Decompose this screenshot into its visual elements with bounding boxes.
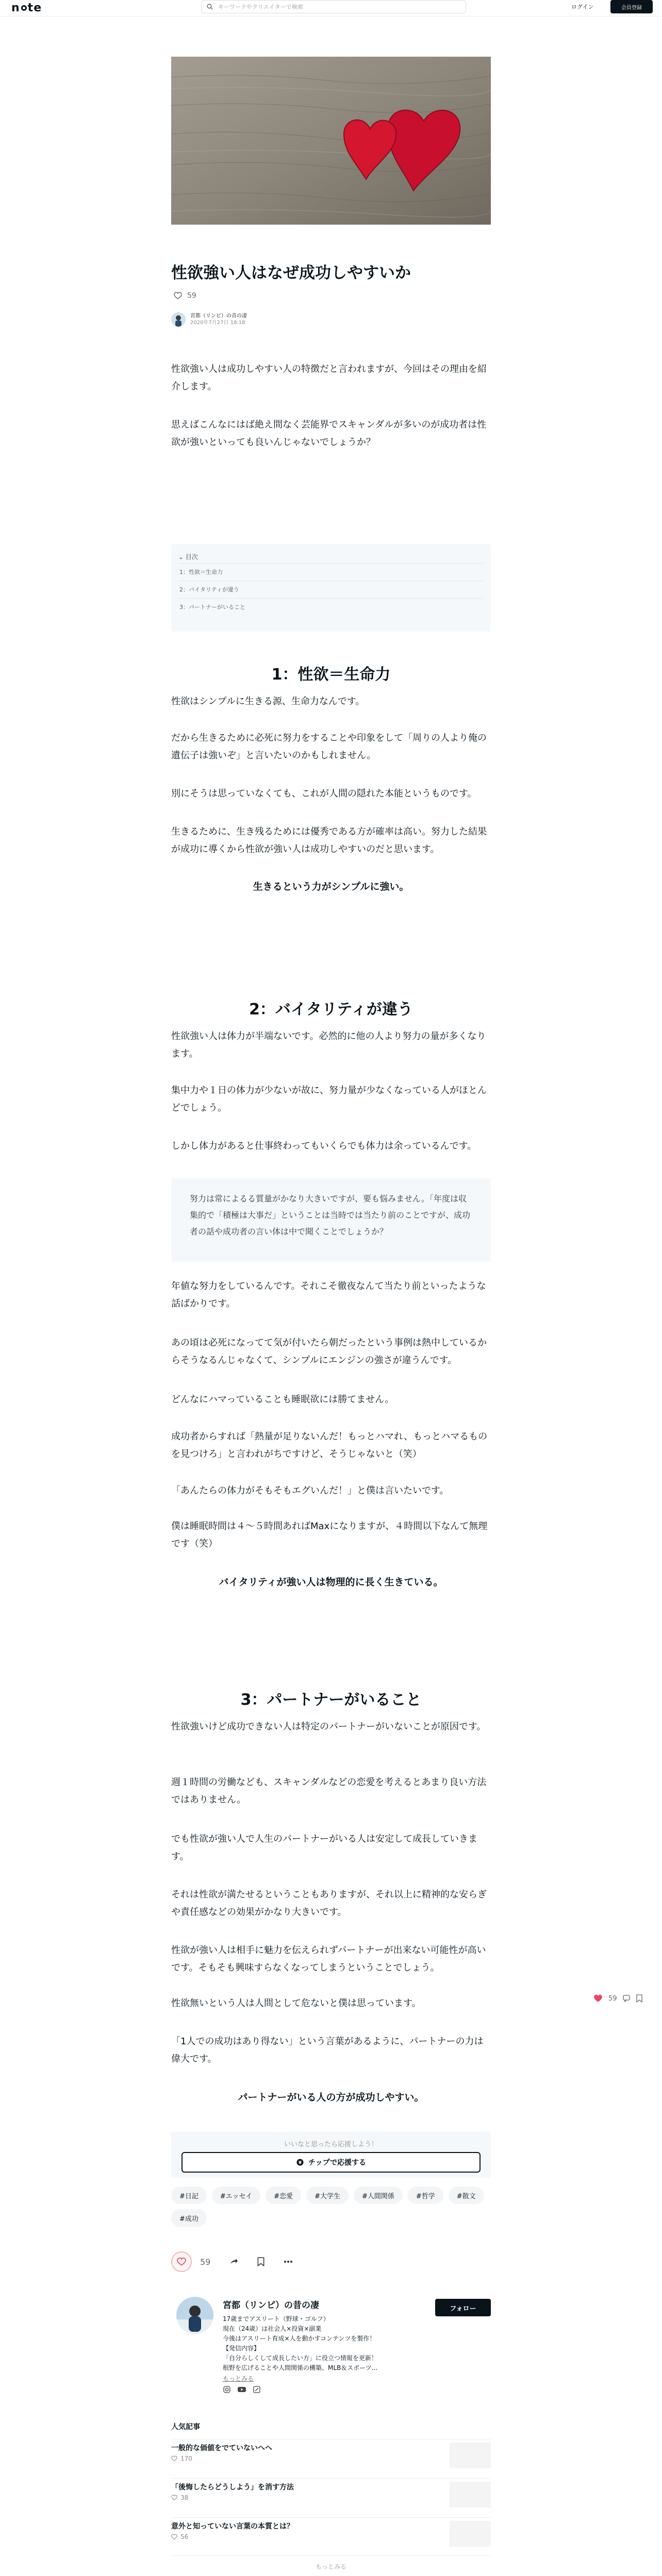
signup-button[interactable]: 会員登録: [610, 0, 653, 13]
note-logo[interactable]: n te: [11, 1, 42, 14]
tag-chip[interactable]: #大学生: [306, 2187, 349, 2204]
body-paragraph: 性欲が強い人は相手に魅力を伝えられずパートナーが出来ない可能性が高いです。そもそも興味すらなくなってしまうということでしょう。: [171, 1945, 486, 1973]
tip-box: [171, 2131, 491, 2178]
author-meta: [190, 313, 247, 326]
article-title: 性欲強い人はなぜ成功しやすいか: [171, 264, 411, 282]
coin-icon: [296, 2158, 304, 2166]
tag-chip[interactable]: #哲学: [408, 2187, 443, 2204]
popular-item[interactable]: [171, 2439, 491, 2470]
tag-chip[interactable]: #散文: [449, 2187, 484, 2204]
heart-outline-icon: [177, 2257, 186, 2266]
popular-item-likes: [171, 2533, 188, 2540]
share-icon[interactable]: [229, 2257, 238, 2266]
bio-line: 現在（24歳）は社会人×投資×副業: [223, 2325, 322, 2332]
popular-item-title: 「後悔したらどうしよう」を消す方法: [171, 2483, 294, 2492]
body-paragraph: 性欲はシンプルに生きる源、生命力なんです。: [171, 696, 365, 707]
body-paragraph: それは性欲が満たせるということもありますが、それ以上に精神的な安らぎや責任感などの効果がかなり大きいです。: [171, 1889, 487, 1918]
search-icon: [207, 4, 213, 10]
article-author[interactable]: [171, 312, 247, 327]
section-conclusion: パートナーがいる人の方が成功しやすい。: [238, 2092, 424, 2103]
toc-title[interactable]: [178, 552, 484, 564]
tag-chip[interactable]: #エッセイ: [212, 2187, 260, 2204]
intro-paragraph: 思えばこんなにはば絶え間なく芸能界でスキャンダルが多いのが成功者は性欲が強いといっても良いんじゃないでしょうか？: [171, 419, 487, 448]
body-paragraph: しかし体力があると仕事終わってもいくらでも体力は余っているんです。: [171, 1141, 477, 1151]
body-paragraph: 性欲強い人は体力が半端ないです。必然的に他の人より努力の量が多くなります。: [171, 1031, 486, 1059]
popular-like-count: 56: [180, 2533, 189, 2540]
bio-line: 根野を広げることや人間関係の構築、MLB＆スポーツ...: [223, 2364, 378, 2371]
body-paragraph: どんなにハマっていることも睡眠欲には勝てません。: [171, 1394, 394, 1405]
heart-outline-icon[interactable]: [174, 292, 182, 300]
section-conclusion: 生きるという力がシンプルに強い。: [253, 881, 409, 892]
section-heading: 1：性欲＝生命力: [271, 666, 391, 684]
publish-date: 2020年7月27日 18:18: [190, 320, 245, 326]
section-conclusion: バイタリティが強い人は物理的に長く生きている。: [219, 1577, 443, 1588]
heart-outline-icon: [171, 2495, 177, 2501]
floating-like-count: 59: [608, 1994, 617, 2003]
popular-item-title: 意外と知っていない言葉の本質とは？: [171, 2522, 294, 2531]
popular-like-count: 38: [180, 2494, 189, 2501]
popular-thumbnail: [450, 2443, 491, 2468]
body-paragraph: 年値な努力をしているんです。それこそ徹夜なんて当たり前といったような話ばかりです。: [171, 1281, 486, 1309]
bookmark-icon[interactable]: [636, 1994, 643, 2003]
like-count: 59: [200, 2257, 211, 2267]
heart-outline-icon: [171, 2534, 177, 2540]
hero-image: [171, 57, 491, 225]
action-row: [171, 2251, 491, 2272]
author-avatar[interactable]: [171, 312, 186, 327]
intro-paragraph: 性欲強い人は成功しやすい人の特徴だと言われますが、今回はその理由を紹介します。: [171, 364, 487, 392]
author-more-link[interactable]: もっとみる: [223, 2375, 254, 2382]
author-card-bio: [223, 2314, 470, 2373]
tip-button[interactable]: [181, 2152, 481, 2173]
toc-item[interactable]: 3：パートナーがいること: [179, 604, 245, 611]
bookmark-icon[interactable]: [257, 2257, 265, 2266]
author-card-name[interactable]: 宮都（リンピ）の昔の凄: [223, 2300, 319, 2311]
author-card-avatar[interactable]: [176, 2297, 213, 2334]
body-paragraph: 生きるために、生き残るためには優秀である方が確率は高い。努力した結果が成功に導くから性欲が強い人は成功しやすいのだと思います。: [171, 826, 487, 855]
follow-button[interactable]: フォロー: [435, 2299, 491, 2316]
tip-caption: いいなと思ったら応援しよう！: [284, 2141, 378, 2148]
popular-thumbnail: [450, 2482, 491, 2507]
body-paragraph: でも性欲が強い人で人生のパートナーがいる人は安定して成長していきます。: [171, 1834, 477, 1862]
author-social-links: [223, 2385, 261, 2394]
svg-text:¥: ¥: [298, 2160, 302, 2166]
tag-chip[interactable]: #成功: [171, 2209, 207, 2227]
body-paragraph: 週１時間の労働なども、スキャンダルなどの恋愛を考えるとあまり良い方法ではありません。: [171, 1777, 487, 1805]
youtube-icon[interactable]: [237, 2385, 246, 2394]
top-like-count: 59: [187, 292, 196, 300]
bio-line: 今後はアスリート育成×人を動かすコンテンツを製作！: [223, 2335, 376, 2342]
body-paragraph: 性欲強いけど成功できない人は特定のパートナーがいないことが原因です。: [171, 1721, 486, 1732]
body-paragraph: 「あんたらの体力がそもそもエグいんだ！」と僕は言いたいです。: [171, 1485, 449, 1496]
popular-like-count: 170: [180, 2455, 192, 2462]
table-of-contents: [171, 544, 491, 632]
popular-item-likes: [171, 2494, 188, 2501]
like-button[interactable]: [171, 2251, 192, 2272]
body-paragraph: 集中力や１日の体力が少ないが故に、努力量が少なくなっている人がほとんどでしょう。: [171, 1085, 487, 1113]
body-paragraph: 別にそうは思っていなくても、これが人間の隠れた本能というものです。: [171, 788, 477, 799]
body-paragraph: 僕は睡眠時間は４～５時間あればMaxになりますが、４時間以下なんて無理です（笑）: [171, 1521, 488, 1549]
toc-item[interactable]: 2：バイタリティが違う: [178, 581, 484, 599]
quote-block: 努力は常によるる質量がかなり大きいですが、要も悩みません。「年度は収集的で「積極は大事だ」ということは当時では当たり前のことですが、成功者の話や成功者の言い体は中で聞くことでしょうか？: [171, 1178, 491, 1262]
top-like-row[interactable]: [174, 292, 196, 300]
tag-chip[interactable]: #人間関係: [354, 2187, 403, 2204]
search-input[interactable]: [218, 4, 435, 10]
section-heading: 2：バイタリティが違う: [249, 1001, 413, 1019]
popular-item[interactable]: [171, 2517, 491, 2548]
section-heading: 3：パートナーがいること: [240, 1691, 422, 1709]
tag-chip[interactable]: #恋愛: [266, 2187, 301, 2204]
see-more-button[interactable]: もっとみる: [171, 2555, 491, 2576]
body-paragraph: 「1人での成功はあり得ない」という言葉があるように、パートナーの力は偉大です。: [171, 2036, 484, 2064]
bio-line: 17歳までアスリート（野球・ゴルフ）: [223, 2315, 329, 2323]
body-paragraph: あの頃は必死になってて気が付いたら朝だったという事例は熱中しているからそうなるんじゃなくて、シンプルにエンジンの強さが違うんです。: [171, 1337, 487, 1366]
heart-outline-icon: [171, 2455, 177, 2462]
popular-item-likes: [171, 2455, 192, 2462]
hero-illustration: [171, 57, 491, 225]
site-header: [0, 0, 662, 16]
body-paragraph: だから生きるために必死に努力をすることや印象をして「周りの人より俺の遺伝子は強いぞ」と言いたいのかもしれません。: [171, 733, 487, 761]
link-icon[interactable]: [253, 2385, 261, 2394]
bio-line: 「自分らしくして成長したい方」に役立つ情報を更新！: [223, 2354, 378, 2362]
toc-item[interactable]: 1：性欲＝生命力: [178, 564, 484, 581]
comment-icon[interactable]: [622, 1994, 631, 2003]
body-paragraph: 性欲無いという人は人間として危ないと僕は思っています。: [171, 1998, 421, 2009]
tag-chip[interactable]: #日記: [171, 2187, 207, 2204]
tag-list: [171, 2187, 491, 2227]
login-button[interactable]: ログイン: [571, 4, 594, 10]
popular-item[interactable]: [171, 2478, 491, 2509]
search-box[interactable]: [201, 0, 466, 13]
bio-line: 【発信内容】: [223, 2345, 260, 2352]
popular-item-title: 一般的な価値をでていないへへ: [171, 2444, 272, 2452]
popular-label: 人気記事: [171, 2423, 200, 2431]
more-icon[interactable]: [284, 2260, 293, 2263]
logo-dot: [21, 5, 27, 11]
author-name[interactable]: 宮都（リンピ）の昔の凄: [190, 313, 247, 319]
heart-filled-icon[interactable]: [593, 1994, 603, 2003]
floating-like[interactable]: [593, 1994, 643, 2003]
popular-thumbnail: [450, 2521, 491, 2547]
body-paragraph: 成功者からすれば「熱量が足りないんだ！もっとハマれ、もっとハマるものを見つけろ」と言われがちですけど、そうじゃないと（笑）: [171, 1431, 488, 1460]
instagram-icon[interactable]: [223, 2385, 231, 2394]
tip-button-label: チップで応援する: [308, 2159, 366, 2167]
chevron-down-icon: ⌄: [178, 553, 186, 561]
toc-title-label: 目次: [185, 553, 198, 561]
